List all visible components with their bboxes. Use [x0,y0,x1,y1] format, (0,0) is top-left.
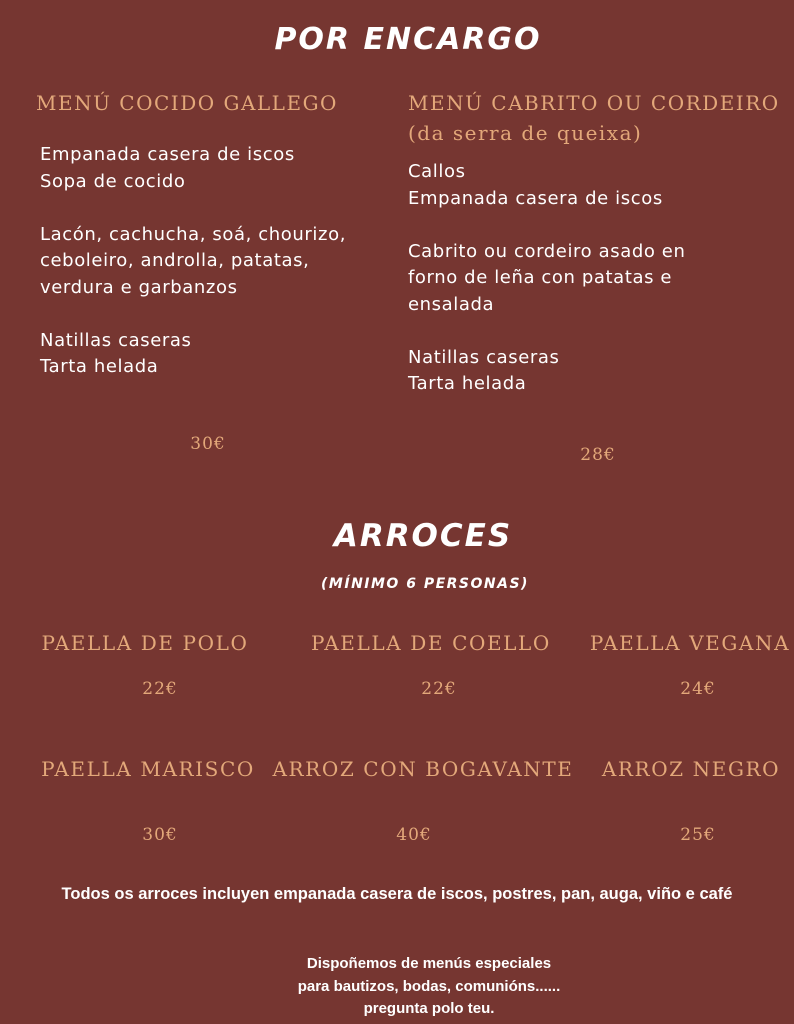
section-title-arroces: ARROCES [333,518,513,554]
menu-item: Cabrito ou cordeiro asado en [408,240,686,262]
menu-item: ceboleiro, androlla, patatas, [40,250,310,271]
arroz-bogavante-price: 40€ [396,825,432,845]
special-menus-note [0,953,794,1021]
arroz-negro-price: 25€ [680,825,716,845]
menu-cocido-heading: MENÚ COCIDO GALLEGO [36,91,338,115]
menu-cocido-items [40,142,346,381]
menu-item: Natillas caseras [408,346,560,368]
paella-marisco-name: PAELLA MARISCO [41,757,255,781]
menu-item: Sopa de cocido [40,170,186,192]
menu-item: Empanada casera de iscos [408,187,663,209]
section-title-encargo: POR ENCARGO [274,22,542,57]
menu-spacer [408,318,685,345]
paella-polo-price: 22€ [142,679,178,699]
menu-item: verdura e garbanzos [40,276,238,298]
menu-item: Empanada casera de iscos [40,144,295,165]
menu-spacer [408,212,685,239]
menu-spacer [40,195,346,222]
menu-item: Tarta helada [408,373,527,394]
menu-item: Lacón, cachucha, soá, chourizo, [40,223,347,245]
menu-cabrito-items [408,159,685,398]
paella-coello-name: PAELLA DE COELLO [311,631,551,655]
paella-coello-price: 22€ [421,679,457,699]
menu-cocido-price: 30€ [190,434,226,454]
menu-item: Natillas caseras [40,329,192,351]
arroz-bogavante-name: ARROZ CON BOGAVANTE [272,757,574,781]
menu-cabrito-price: 28€ [580,445,616,465]
menu-cabrito-subheading: (da serra de queixa) [408,121,643,145]
menu-item: Tarta helada [40,356,159,377]
special-line: pregunta polo teu. [363,1000,495,1017]
menu-item: ensalada [408,293,495,315]
paella-vegana-name: PAELLA VEGANA [589,631,791,655]
menu-cabrito-heading: MENÚ CABRITO OU CORDEIRO [408,91,780,115]
paella-polo-name: PAELLA DE POLO [41,631,249,655]
menu-item: Callos [408,161,466,182]
paella-marisco-price: 30€ [142,825,178,845]
paella-vegana-price: 24€ [680,679,716,699]
arroces-subtitle: (MÍNIMO 6 PERSONAS) [321,576,529,592]
menu-spacer [40,301,346,328]
arroz-negro-name: ARROZ NEGRO [601,757,781,781]
special-line: Dispoñemos de menús especiales [306,955,552,972]
menu-item: forno de leña con patatas e [408,267,673,288]
arroces-includes-note: Todos os arroces incluyen empanada casera de iscos, postres, pan, auga, viño e café [61,885,733,903]
special-line: para bautizos, bodas, comunións...... [297,977,561,995]
